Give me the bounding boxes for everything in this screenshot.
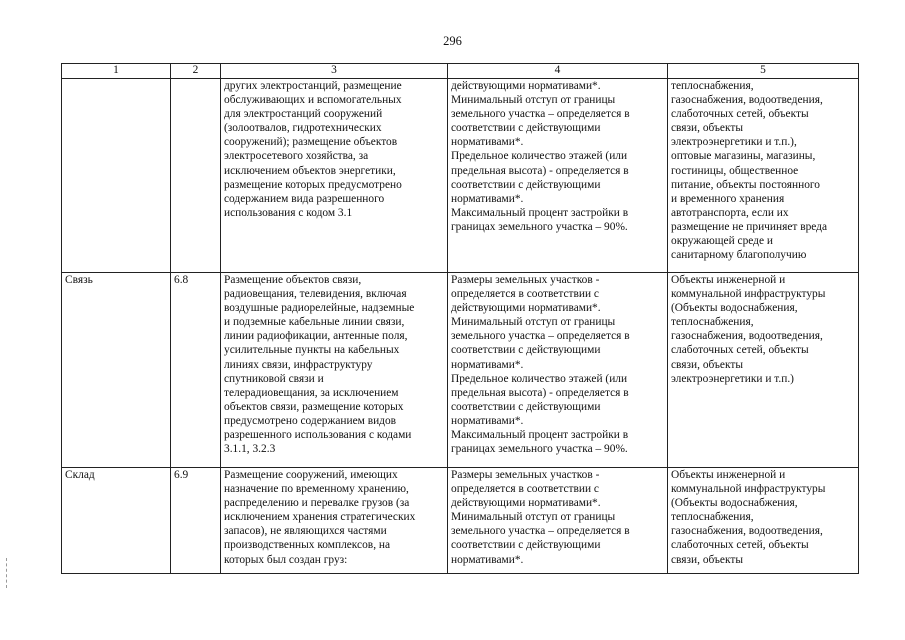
cell-text-line: газоснабжения, водоотведения, xyxy=(671,525,823,538)
scan-edge-mark xyxy=(6,558,8,588)
column-header: 1 xyxy=(62,64,171,79)
cell-text-line: теплоснабжения, xyxy=(671,511,754,524)
cell-text-line: нормативами*. xyxy=(451,358,524,371)
cell-text-line: слаботочных сетей, объекты xyxy=(671,344,809,357)
cell-text-line: теплоснабжения, xyxy=(671,80,754,92)
cell-text-line: предельная высота) - определяется в xyxy=(451,164,629,177)
use-type-code-cell xyxy=(171,79,221,273)
cell-text-line: производственных комплексов, на xyxy=(224,539,391,552)
cell-text-line: соответствии с действующими xyxy=(451,178,601,191)
auxiliary-uses-cell xyxy=(668,273,859,468)
cell-text-line: распределению и перевалке грузов (за xyxy=(224,497,410,510)
cell-text-line: земельного участка – определяется в xyxy=(451,330,630,343)
cell-text-line: запасов), не являющихся частями xyxy=(224,525,387,538)
cell-text-line: использования с кодом 3.1 xyxy=(224,206,353,219)
cell-text-line: действующими нормативами*. xyxy=(451,80,601,92)
description-cell xyxy=(221,79,448,273)
cell-text-line: Предельное количество этажей (или xyxy=(451,150,628,163)
cell-text-line: соответствии с действующими xyxy=(451,539,601,552)
auxiliary-uses-cell xyxy=(668,79,859,273)
parameters-cell xyxy=(448,468,668,574)
cell-text-line: размещение которых предусмотрено xyxy=(224,178,402,191)
page-number: 296 xyxy=(443,34,462,48)
column-header: 5 xyxy=(668,64,859,79)
cell-text-line: определяется в соответствии с xyxy=(451,483,599,496)
cell-text-line: теплоснабжения, xyxy=(671,316,754,329)
cell-text-line: Минимальный отступ от границы xyxy=(451,511,616,524)
cell-text-line: соответствии с действующими xyxy=(451,122,601,135)
table-row-continuation xyxy=(62,79,859,273)
cell-text-line: действующими нормативами*. xyxy=(451,302,601,315)
cell-text-line: Максимальный процент застройки в xyxy=(451,206,629,219)
cell-text-line: и подземные кабельные линии связи, xyxy=(224,316,405,329)
cell-text-line: действующими нормативами*. xyxy=(451,497,601,510)
cell-text-line: предусмотрено содержанием видов xyxy=(224,414,397,427)
cell-text-line: соответствии с действующими xyxy=(451,344,601,357)
cell-text-line: 3.1.1, 3.2.3 xyxy=(224,443,276,456)
cell-text-line: (Объекты водоснабжения, xyxy=(671,497,798,510)
cell-text-line: гостиницы, общественное xyxy=(671,164,799,177)
cell-text-line: Размеры земельных участков - xyxy=(451,469,600,481)
cell-text-line: разрешенного использования с кодами xyxy=(224,429,412,442)
cell-text-line: слаботочных сетей, объекты xyxy=(671,108,809,121)
cell-text-line: земельного участка – определяется в xyxy=(451,108,630,121)
column-header: 2 xyxy=(171,64,221,79)
use-type-name-cell: Связь xyxy=(62,273,171,468)
parameters-cell xyxy=(448,79,668,273)
cell-text-line: других электростанций, размещение xyxy=(224,80,402,92)
cell-text-line: линиях связи, инфраструктуру xyxy=(224,358,373,371)
cell-text-line: размещение не причиняет вреда xyxy=(671,220,828,233)
cell-text-line: нормативами*. xyxy=(451,192,524,205)
description-cell xyxy=(221,273,448,468)
cell-text-line: Предельное количество этажей (или xyxy=(451,372,628,385)
column-header: 4 xyxy=(448,64,668,79)
cell-text-line: Размещение объектов связи, xyxy=(224,274,362,286)
cell-text-line: электросетевого хозяйства, за xyxy=(224,150,369,163)
description-cell xyxy=(221,468,448,574)
land-use-table xyxy=(61,63,859,574)
cell-text-line: окружающей среде и xyxy=(671,235,773,248)
cell-text-line: газоснабжения, водоотведения, xyxy=(671,94,823,107)
cell-text-line: электроэнергетики и т.п.), xyxy=(671,136,797,149)
cell-text-line: коммунальной инфраструктуры xyxy=(671,288,826,301)
cell-text-line: границах земельного участка – 90%. xyxy=(451,220,628,233)
column-header: 3 xyxy=(221,64,448,79)
cell-text-line: санитарному благополучию xyxy=(671,249,807,262)
auxiliary-uses-cell xyxy=(668,468,859,574)
use-type-name-cell xyxy=(62,79,171,273)
cell-text-line: Минимальный отступ от границы xyxy=(451,94,616,107)
cell-text-line: коммунальной инфраструктуры xyxy=(671,483,826,496)
cell-text-line: связи, объекты xyxy=(671,553,743,566)
cell-text-line: радиовещания, телевидения, включая xyxy=(224,288,407,301)
cell-text-line: (золоотвалов, гидротехнических xyxy=(224,122,382,135)
cell-text-line: и временного хранения xyxy=(671,192,785,205)
cell-text-line: связи, объекты xyxy=(671,358,743,371)
cell-text-line: исключением хранения стратегических xyxy=(224,511,416,524)
cell-text-line: слаботочных сетей, объекты xyxy=(671,539,809,552)
use-type-code-cell: 6.9 xyxy=(171,468,221,574)
cell-text-line: назначение по временному хранению, xyxy=(224,483,409,496)
cell-text-line: сооружений); размещение объектов xyxy=(224,136,398,149)
cell-text-line: Объекты инженерной и xyxy=(671,274,786,286)
cell-text-line: Минимальный отступ от границы xyxy=(451,316,616,329)
cell-text-line: Размещение сооружений, имеющих xyxy=(224,469,398,481)
cell-text-line: Размеры земельных участков - xyxy=(451,274,600,286)
cell-text-line: Объекты инженерной и xyxy=(671,469,786,481)
cell-text-line: спутниковой связи и xyxy=(224,372,324,385)
cell-text-line: границах земельного участка – 90%. xyxy=(451,443,628,456)
cell-text-line: воздушные радиорелейные, надземные xyxy=(224,302,415,315)
cell-text-line: телерадиовещания, за исключением xyxy=(224,386,399,399)
cell-text-line: нормативами*. xyxy=(451,414,524,427)
cell-text-line: газоснабжения, водоотведения, xyxy=(671,330,823,343)
cell-text-line: земельного участка – определяется в xyxy=(451,525,630,538)
cell-text-line: определяется в соответствии с xyxy=(451,288,599,301)
cell-text-line: (Объекты водоснабжения, xyxy=(671,302,798,315)
cell-text-line: оптовые магазины, магазины, xyxy=(671,150,816,163)
cell-text-line: исключением объектов энергетики, xyxy=(224,164,396,177)
parameters-cell xyxy=(448,273,668,468)
cell-text-line: которых был создан груз: xyxy=(224,553,348,566)
cell-text-line: линии радиофикации, антенные поля, xyxy=(224,330,408,343)
cell-text-line: для электростанций сооружений xyxy=(224,108,383,121)
cell-text-line: объектов связи, размещение которых xyxy=(224,400,404,413)
header-row xyxy=(62,64,859,79)
cell-text-line: электроэнергетики и т.п.) xyxy=(671,372,794,385)
cell-text-line: соответствии с действующими xyxy=(451,400,601,413)
cell-text-line: усилительные пункты на кабельных xyxy=(224,344,400,357)
table-row-sklad xyxy=(62,468,859,574)
cell-text-line: нормативами*. xyxy=(451,553,524,566)
cell-text-line: связи, объекты xyxy=(671,122,743,135)
cell-text-line: обслуживающих и вспомогательных xyxy=(224,94,402,107)
cell-text-line: Максимальный процент застройки в xyxy=(451,429,629,442)
cell-text-line: автотранспорта, если их xyxy=(671,206,789,219)
cell-text-line: нормативами*. xyxy=(451,136,524,149)
use-type-name-cell: Склад xyxy=(62,468,171,574)
cell-text-line: питание, объекты постоянного xyxy=(671,178,820,191)
cell-text-line: предельная высота) - определяется в xyxy=(451,386,629,399)
cell-text-line: содержанием вида разрешенного xyxy=(224,192,385,205)
table-row-svyaz xyxy=(62,273,859,468)
use-type-code-cell: 6.8 xyxy=(171,273,221,468)
